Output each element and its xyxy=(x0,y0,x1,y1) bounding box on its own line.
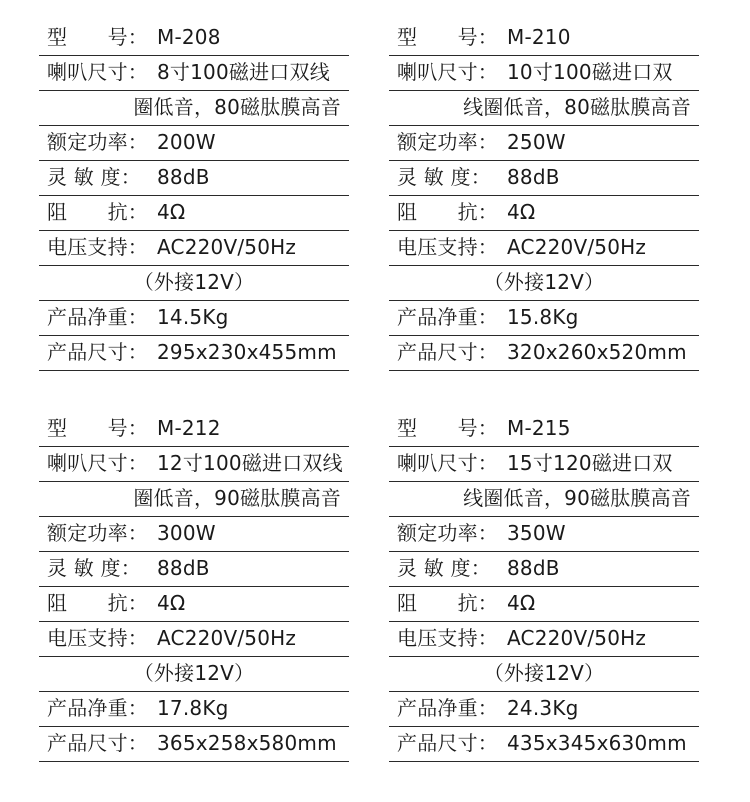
power-row xyxy=(389,517,699,552)
power-label: 额定功率： xyxy=(397,130,498,154)
voltage-value: AC220V/50Hz xyxy=(157,626,297,650)
speaker-row xyxy=(389,56,699,91)
voltage-note: （外接12V） xyxy=(483,270,605,294)
voltage-note-row xyxy=(389,657,699,692)
voltage-note-row xyxy=(389,266,699,301)
model-value: M-208 xyxy=(157,25,221,49)
voltage-label: 电压支持： xyxy=(47,626,148,650)
voltage-note: （外接12V） xyxy=(483,661,605,685)
sensitivity-value: 88dB xyxy=(507,556,560,580)
power-label: 额定功率： xyxy=(47,521,148,545)
voltage-label: 电压支持： xyxy=(47,235,148,259)
model-label: 型 号： xyxy=(47,25,148,49)
sensitivity-value: 88dB xyxy=(507,165,560,189)
sensitivity-value: 88dB xyxy=(157,165,210,189)
weight-value: 14.5Kg xyxy=(157,305,229,329)
impedance-row xyxy=(39,587,349,622)
voltage-note-row xyxy=(39,657,349,692)
size-value: 295x230x455mm xyxy=(157,340,337,364)
power-value: 250W xyxy=(507,130,566,154)
voltage-row xyxy=(39,622,349,657)
impedance-label: 阻 抗： xyxy=(47,591,148,615)
model-label: 型 号： xyxy=(397,416,498,440)
sensitivity-label: 灵 敏 度： xyxy=(47,556,141,580)
power-value: 300W xyxy=(157,521,216,545)
power-value: 350W xyxy=(507,521,566,545)
impedance-value: 4Ω xyxy=(507,200,536,224)
impedance-label: 阻 抗： xyxy=(397,591,498,615)
sensitivity-label: 灵 敏 度： xyxy=(47,165,141,189)
speaker-value-line2: 圈低音，90磁肽膜高音 xyxy=(133,486,341,510)
sensitivity-row xyxy=(39,552,349,587)
voltage-note-row xyxy=(39,266,349,301)
model-row xyxy=(389,21,699,56)
speaker-value-line2: 线圈低音，90磁肽膜高音 xyxy=(463,486,691,510)
sensitivity-value: 88dB xyxy=(157,556,210,580)
size-label: 产品尺寸： xyxy=(47,340,148,364)
size-label: 产品尺寸： xyxy=(397,731,498,755)
voltage-label: 电压支持： xyxy=(397,626,498,650)
voltage-note: （外接12V） xyxy=(133,661,255,685)
power-row xyxy=(39,126,349,161)
voltage-label: 电压支持： xyxy=(397,235,498,259)
size-value: 365x258x580mm xyxy=(157,731,337,755)
speaker-value-line2: 圈低音，80磁肽膜高音 xyxy=(133,95,341,119)
speaker-value-line1: 15寸120磁进口双 xyxy=(507,451,673,475)
size-row xyxy=(389,336,699,371)
weight-row xyxy=(389,692,699,727)
impedance-row xyxy=(389,587,699,622)
voltage-row xyxy=(389,231,699,266)
spec-card-m208 xyxy=(39,21,349,371)
sensitivity-label: 灵 敏 度： xyxy=(397,556,491,580)
impedance-row xyxy=(389,196,699,231)
weight-value: 15.8Kg xyxy=(507,305,579,329)
weight-row xyxy=(39,301,349,336)
speaker-label: 喇叭尺寸： xyxy=(397,451,498,475)
model-row xyxy=(39,21,349,56)
speaker-continuation-row xyxy=(39,482,349,517)
voltage-value: AC220V/50Hz xyxy=(157,235,297,259)
sensitivity-label: 灵 敏 度： xyxy=(397,165,491,189)
sensitivity-row xyxy=(39,161,349,196)
model-label: 型 号： xyxy=(47,416,148,440)
power-label: 额定功率： xyxy=(397,521,498,545)
speaker-row xyxy=(39,56,349,91)
impedance-value: 4Ω xyxy=(157,591,186,615)
speaker-continuation-row xyxy=(389,482,699,517)
impedance-value: 4Ω xyxy=(507,591,536,615)
spec-card-m215 xyxy=(389,412,699,762)
sensitivity-row xyxy=(389,552,699,587)
size-value: 435x345x630mm xyxy=(507,731,687,755)
speaker-value-line2: 线圈低音，80磁肽膜高音 xyxy=(463,95,691,119)
model-row xyxy=(389,412,699,447)
voltage-row xyxy=(39,231,349,266)
model-row xyxy=(39,412,349,447)
impedance-value: 4Ω xyxy=(157,200,186,224)
speaker-value-line1: 12寸100磁进口双线 xyxy=(157,451,343,475)
weight-label: 产品净重： xyxy=(397,696,498,720)
size-row xyxy=(389,727,699,762)
weight-row xyxy=(389,301,699,336)
power-row xyxy=(389,126,699,161)
size-value: 320x260x520mm xyxy=(507,340,687,364)
impedance-row xyxy=(39,196,349,231)
speaker-label: 喇叭尺寸： xyxy=(397,60,498,84)
voltage-row xyxy=(389,622,699,657)
weight-label: 产品净重： xyxy=(47,305,148,329)
size-label: 产品尺寸： xyxy=(47,731,148,755)
speaker-row xyxy=(39,447,349,482)
model-value: M-212 xyxy=(157,416,221,440)
size-label: 产品尺寸： xyxy=(397,340,498,364)
speaker-row xyxy=(389,447,699,482)
power-value: 200W xyxy=(157,130,216,154)
impedance-label: 阻 抗： xyxy=(397,200,498,224)
speaker-continuation-row xyxy=(39,91,349,126)
model-value: M-210 xyxy=(507,25,571,49)
size-row xyxy=(39,727,349,762)
model-label: 型 号： xyxy=(397,25,498,49)
voltage-value: AC220V/50Hz xyxy=(507,626,647,650)
weight-value: 17.8Kg xyxy=(157,696,229,720)
speaker-label: 喇叭尺寸： xyxy=(47,60,148,84)
speaker-value-line1: 10寸100磁进口双 xyxy=(507,60,673,84)
voltage-value: AC220V/50Hz xyxy=(507,235,647,259)
voltage-note: （外接12V） xyxy=(133,270,255,294)
size-row xyxy=(39,336,349,371)
speaker-value-line1: 8寸100磁进口双线 xyxy=(157,60,330,84)
weight-label: 产品净重： xyxy=(47,696,148,720)
speaker-label: 喇叭尺寸： xyxy=(47,451,148,475)
power-label: 额定功率： xyxy=(47,130,148,154)
impedance-label: 阻 抗： xyxy=(47,200,148,224)
weight-value: 24.3Kg xyxy=(507,696,579,720)
weight-row xyxy=(39,692,349,727)
spec-card-m212 xyxy=(39,412,349,762)
weight-label: 产品净重： xyxy=(397,305,498,329)
spec-card-m210 xyxy=(389,21,699,371)
speaker-continuation-row xyxy=(389,91,699,126)
sensitivity-row xyxy=(389,161,699,196)
model-value: M-215 xyxy=(507,416,571,440)
power-row xyxy=(39,517,349,552)
